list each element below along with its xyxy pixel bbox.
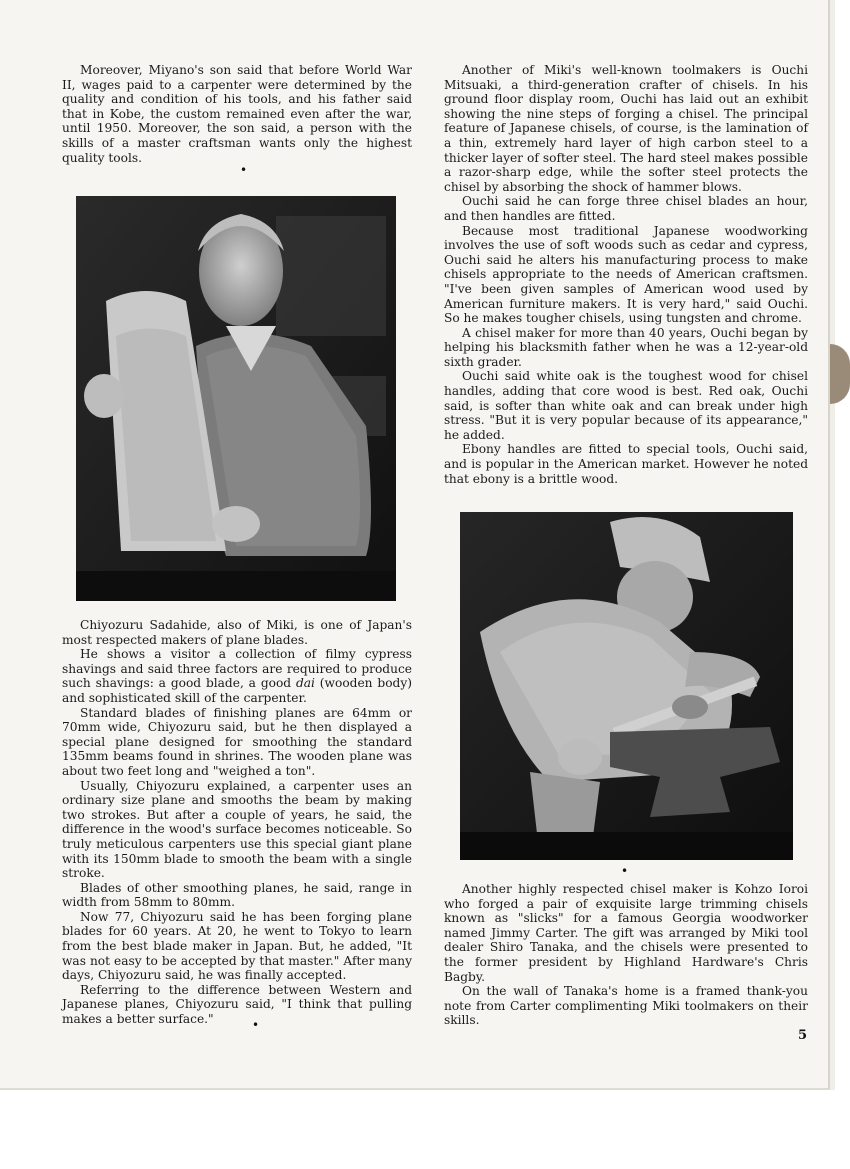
page-edge-tab — [830, 344, 850, 404]
right-column-top-text — [444, 63, 808, 486]
photo-chisel-maker-forging-image — [460, 512, 793, 860]
paragraph: Now 77, Chiyozuru said he has been forging plane blades for 60 years. At 20, he went to Tokyo to learn from the best blade maker in Japan. But, he added, "It was not easy to be accepted by that master." After many days, Chiyozuru said, he was finally accepted. — [62, 909, 412, 983]
paragraph: Another highly respected chisel maker is Kohzo Ioroi who forged a pair of exquisite large trimming chisels known as "slicks" for a famous Georgia woodworker named Jimmy Carter. The gift was arranged by Miki tool dealer Shiro Tanaka, and the chisels were presented to the former president by Highland Hardware's Chris Bagby. — [444, 882, 808, 984]
section-bullet: • — [252, 1018, 260, 1032]
paragraph: On the wall of Tanaka's home is a framed thank-you note from Carter complimenting Miki toolmakers on their skills. — [444, 984, 808, 1028]
section-bullet: • — [240, 163, 248, 177]
paragraph: Standard blades of finishing planes are 64mm or 70mm wide, Chiyozuru said, but he then displayed a special plane designed for smoothing the standard 135mm beams found in shrines. The wooden plane was about two feet long and "weighed a ton". — [62, 705, 412, 778]
photo-chisel-maker-forging — [460, 512, 793, 860]
paragraph: Because most traditional Japanese woodworking involves the use of soft woods such as cedar and cypress, Ouchi said he alters his manufacturing process to make chisels appropriate to the needs of American craftsmen. "I've been given samples of American wood used by American furniture makers. It is very hard," said Ouchi. So he makes tougher chisels, using tungsten and chrome. — [444, 223, 808, 326]
paragraph: Ouchi said white oak is the toughest wood for chisel handles, adding that core wood is best. Red oak, Ouchi said, is softer than white oak and can break under high stress. "But it is very popular because of its appearance," he added. — [444, 369, 808, 442]
left-column-bottom-text — [62, 618, 412, 1027]
photo-plane-blade-maker — [76, 196, 396, 601]
right-column-bottom-text — [444, 882, 808, 1028]
paragraph: Usually, Chiyozuru explained, a carpenter uses an ordinary size plane and smooths the beam by making two strokes. But after a couple of years, he said, the difference in the wood's surface becomes noticeable. So truly meticulous carpenters use this special giant plane with its 150mm blade to smooth the beam with a single stroke. — [62, 778, 412, 881]
paragraph: A chisel maker for more than 40 years, Ouchi began by helping his blacksmith father when he was a 12-year-old sixth grader. — [444, 325, 808, 369]
paragraph: Another of Miki's well-known toolmakers is Ouchi Mitsuaki, a third-generation crafter of chisels. In his ground floor display room, Ouchi has laid out an exhibit showing the nine steps of forging a chisel. The principal feature of Japanese chisels, of course, is the lamination of a thin, extremely hard layer of high carbon steel to a thicker layer of softer steel. The hard steel makes possible a razor-sharp edge, while the softer steel protects the chisel by absorbing the shock of hammer blows. — [444, 63, 808, 194]
page-number: 5 — [798, 1028, 808, 1043]
photo-plane-blade-maker-image — [76, 196, 396, 601]
paragraph: Referring to the difference between Western and Japanese planes, Chiyozuru said, "I think that pulling makes a better surface." — [62, 982, 412, 1027]
section-bullet: • — [621, 864, 629, 878]
paragraph: He shows a visitor a collection of filmy cypress shavings and said three factors are required to produce such shavings: a good blade, a good dai (wooden body) and sophisticated skill of the carpenter. — [62, 647, 412, 705]
paragraph: Blades of other smoothing planes, he said, range in width from 58mm to 80mm. — [62, 880, 412, 910]
left-column-top-text — [62, 63, 412, 165]
paragraph: Moreover, Miyano's son said that before World War II, wages paid to a carpenter were determined by the quality and condition of his tools, and his father said that in Kobe, the custom remained even after the war, until 1950. Moreover, the son said, a person with the skills of a master craftsman wants only the highest quality tools. — [62, 63, 412, 165]
paragraph: Ouchi said he can forge three chisel blades an hour, and then handles are fitted. — [444, 194, 808, 223]
paragraph: Chiyozuru Sadahide, also of Miki, is one of Japan's most respected makers of plane blades. — [62, 618, 412, 647]
paragraph: Ebony handles are fitted to special tools, Ouchi said, and is popular in the American market. However he noted that ebony is a brittle wood. — [444, 442, 808, 486]
